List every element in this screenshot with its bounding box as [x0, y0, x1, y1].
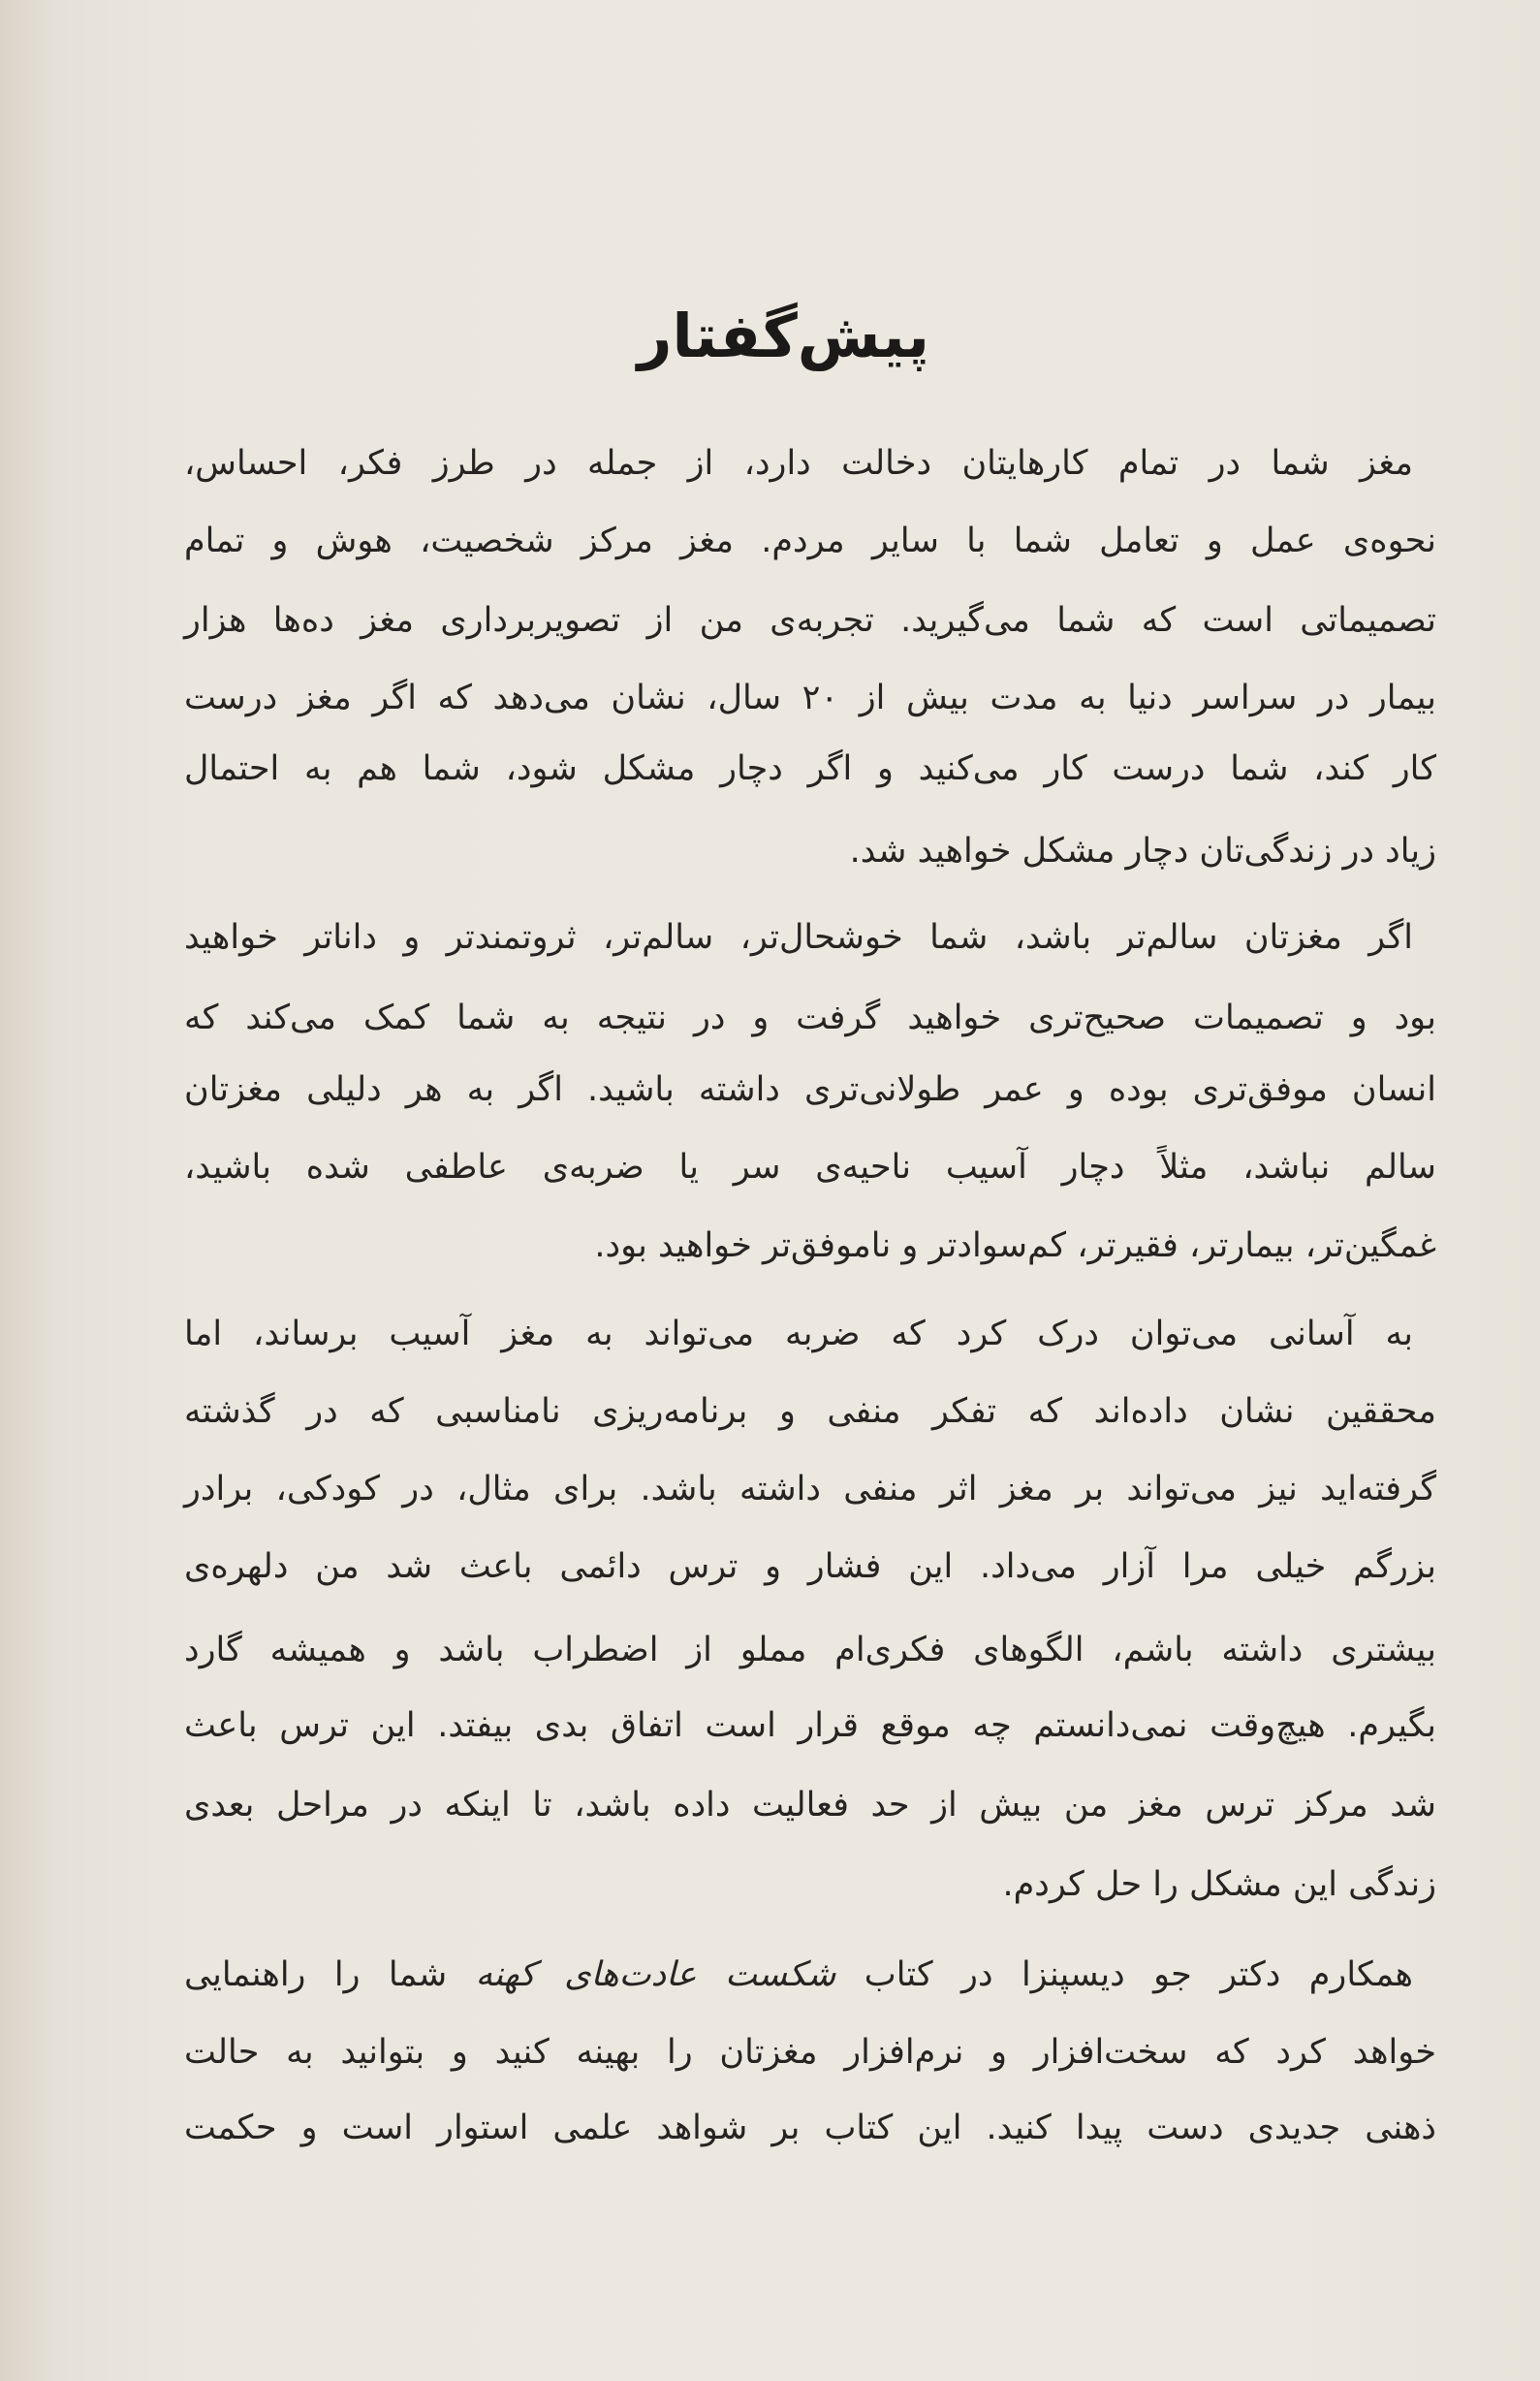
text-line: بیشتری داشته باشم، الگوهای فکری‌ام مملو از اضطراب باشد و همیشه گارد [184, 1631, 1436, 1669]
text-line: خواهد کرد که سخت‌افزار و نرم‌افزار مغزتان را بهینه کنید و بتوانید به حالت [184, 2033, 1436, 2072]
text-line: گرفته‌اید نیز می‌تواند بر مغز اثر منفی داشته باشد. برای مثال، در کودکی، برادر [184, 1470, 1436, 1508]
text-line: به آسانی می‌توان درک کرد که ضربه می‌تواند به مغز آسیب برساند، اما [184, 1315, 1413, 1353]
text-line: بزرگم خیلی مرا آزار می‌داد. این فشار و ترس دائمی باعث شد من دلهره‌ی [184, 1547, 1436, 1586]
text-line: کار کند، شما درست کار می‌کنید و اگر دچار مشکل شود، شما هم به احتمال [184, 749, 1436, 788]
text-line: سالم نباشد، مثلاً دچار آسیب ناحیه‌ی سر یا ضربه‌ی عاطفی شده باشید، [184, 1148, 1436, 1187]
text-line: محققین نشان داده‌اند که تفکر منفی و برنامه‌ریزی نامناسبی که در گذشته [184, 1392, 1436, 1431]
text-line: بیمار در سراسر دنیا به مدت بیش از ۲۰ سال، نشان می‌دهد که اگر مغز درست [184, 679, 1436, 717]
text-line: نحوه‌ی عمل و تعامل شما با سایر مردم. مغز مرکز شخصیت، هوش و تمام [184, 522, 1436, 560]
text-span: همکارم دکتر جو دیسپنزا در کتاب [835, 1955, 1414, 1994]
text-line: مغز شما در تمام کارهایتان دخالت دارد، از جمله در طرز فکر، احساس، [184, 444, 1413, 483]
text-line: زندگی این مشکل را حل کردم. [1002, 1865, 1436, 1904]
text-line: انسان موفق‌تری بوده و عمر طولانی‌تری داشته باشید. اگر به هر دلیلی مغزتان [184, 1070, 1436, 1109]
text-span: شما را راهنمایی [184, 1955, 476, 1994]
text-line [184, 1936, 1413, 2014]
book-title: شکست عادت‌های کهنه [475, 1955, 836, 1994]
text-line: ذهنی جدیدی دست پیدا کنید. این کتاب بر شواهد علمی استوار است و حکمت [184, 2109, 1436, 2147]
text-line: بگیرم. هیچ‌وقت نمی‌دانستم چه موقع قرار است اتفاق بدی بیفتد. این ترس باعث [184, 1706, 1436, 1745]
text-line: اگر مغزتان سالم‌تر باشد، شما خوشحال‌تر، سالم‌تر، ثروتمندتر و داناتر خواهید [184, 918, 1413, 957]
text-line: شد مرکز ترس مغز من بیش از حد فعالیت داده باشد، تا اینکه در مراحل بعدی [184, 1786, 1436, 1825]
text-line: بود و تصمیمات صحیح‌تری خواهید گرفت و در نتیجه به شما کمک می‌کند که [184, 999, 1436, 1037]
text-line: غمگین‌تر، بیمارتر، فقیرتر، کم‌سوادتر و ناموفق‌تر خواهید بود. [594, 1226, 1436, 1265]
text-line: تصمیماتی است که شما می‌گیرید. تجربه‌ی من از تصویربرداری مغز ده‌ها هزار [184, 601, 1436, 640]
text-line: زیاد در زندگی‌تان دچار مشکل خواهید شد. [849, 832, 1436, 871]
page-title: پیش‌گفتار [637, 301, 929, 371]
